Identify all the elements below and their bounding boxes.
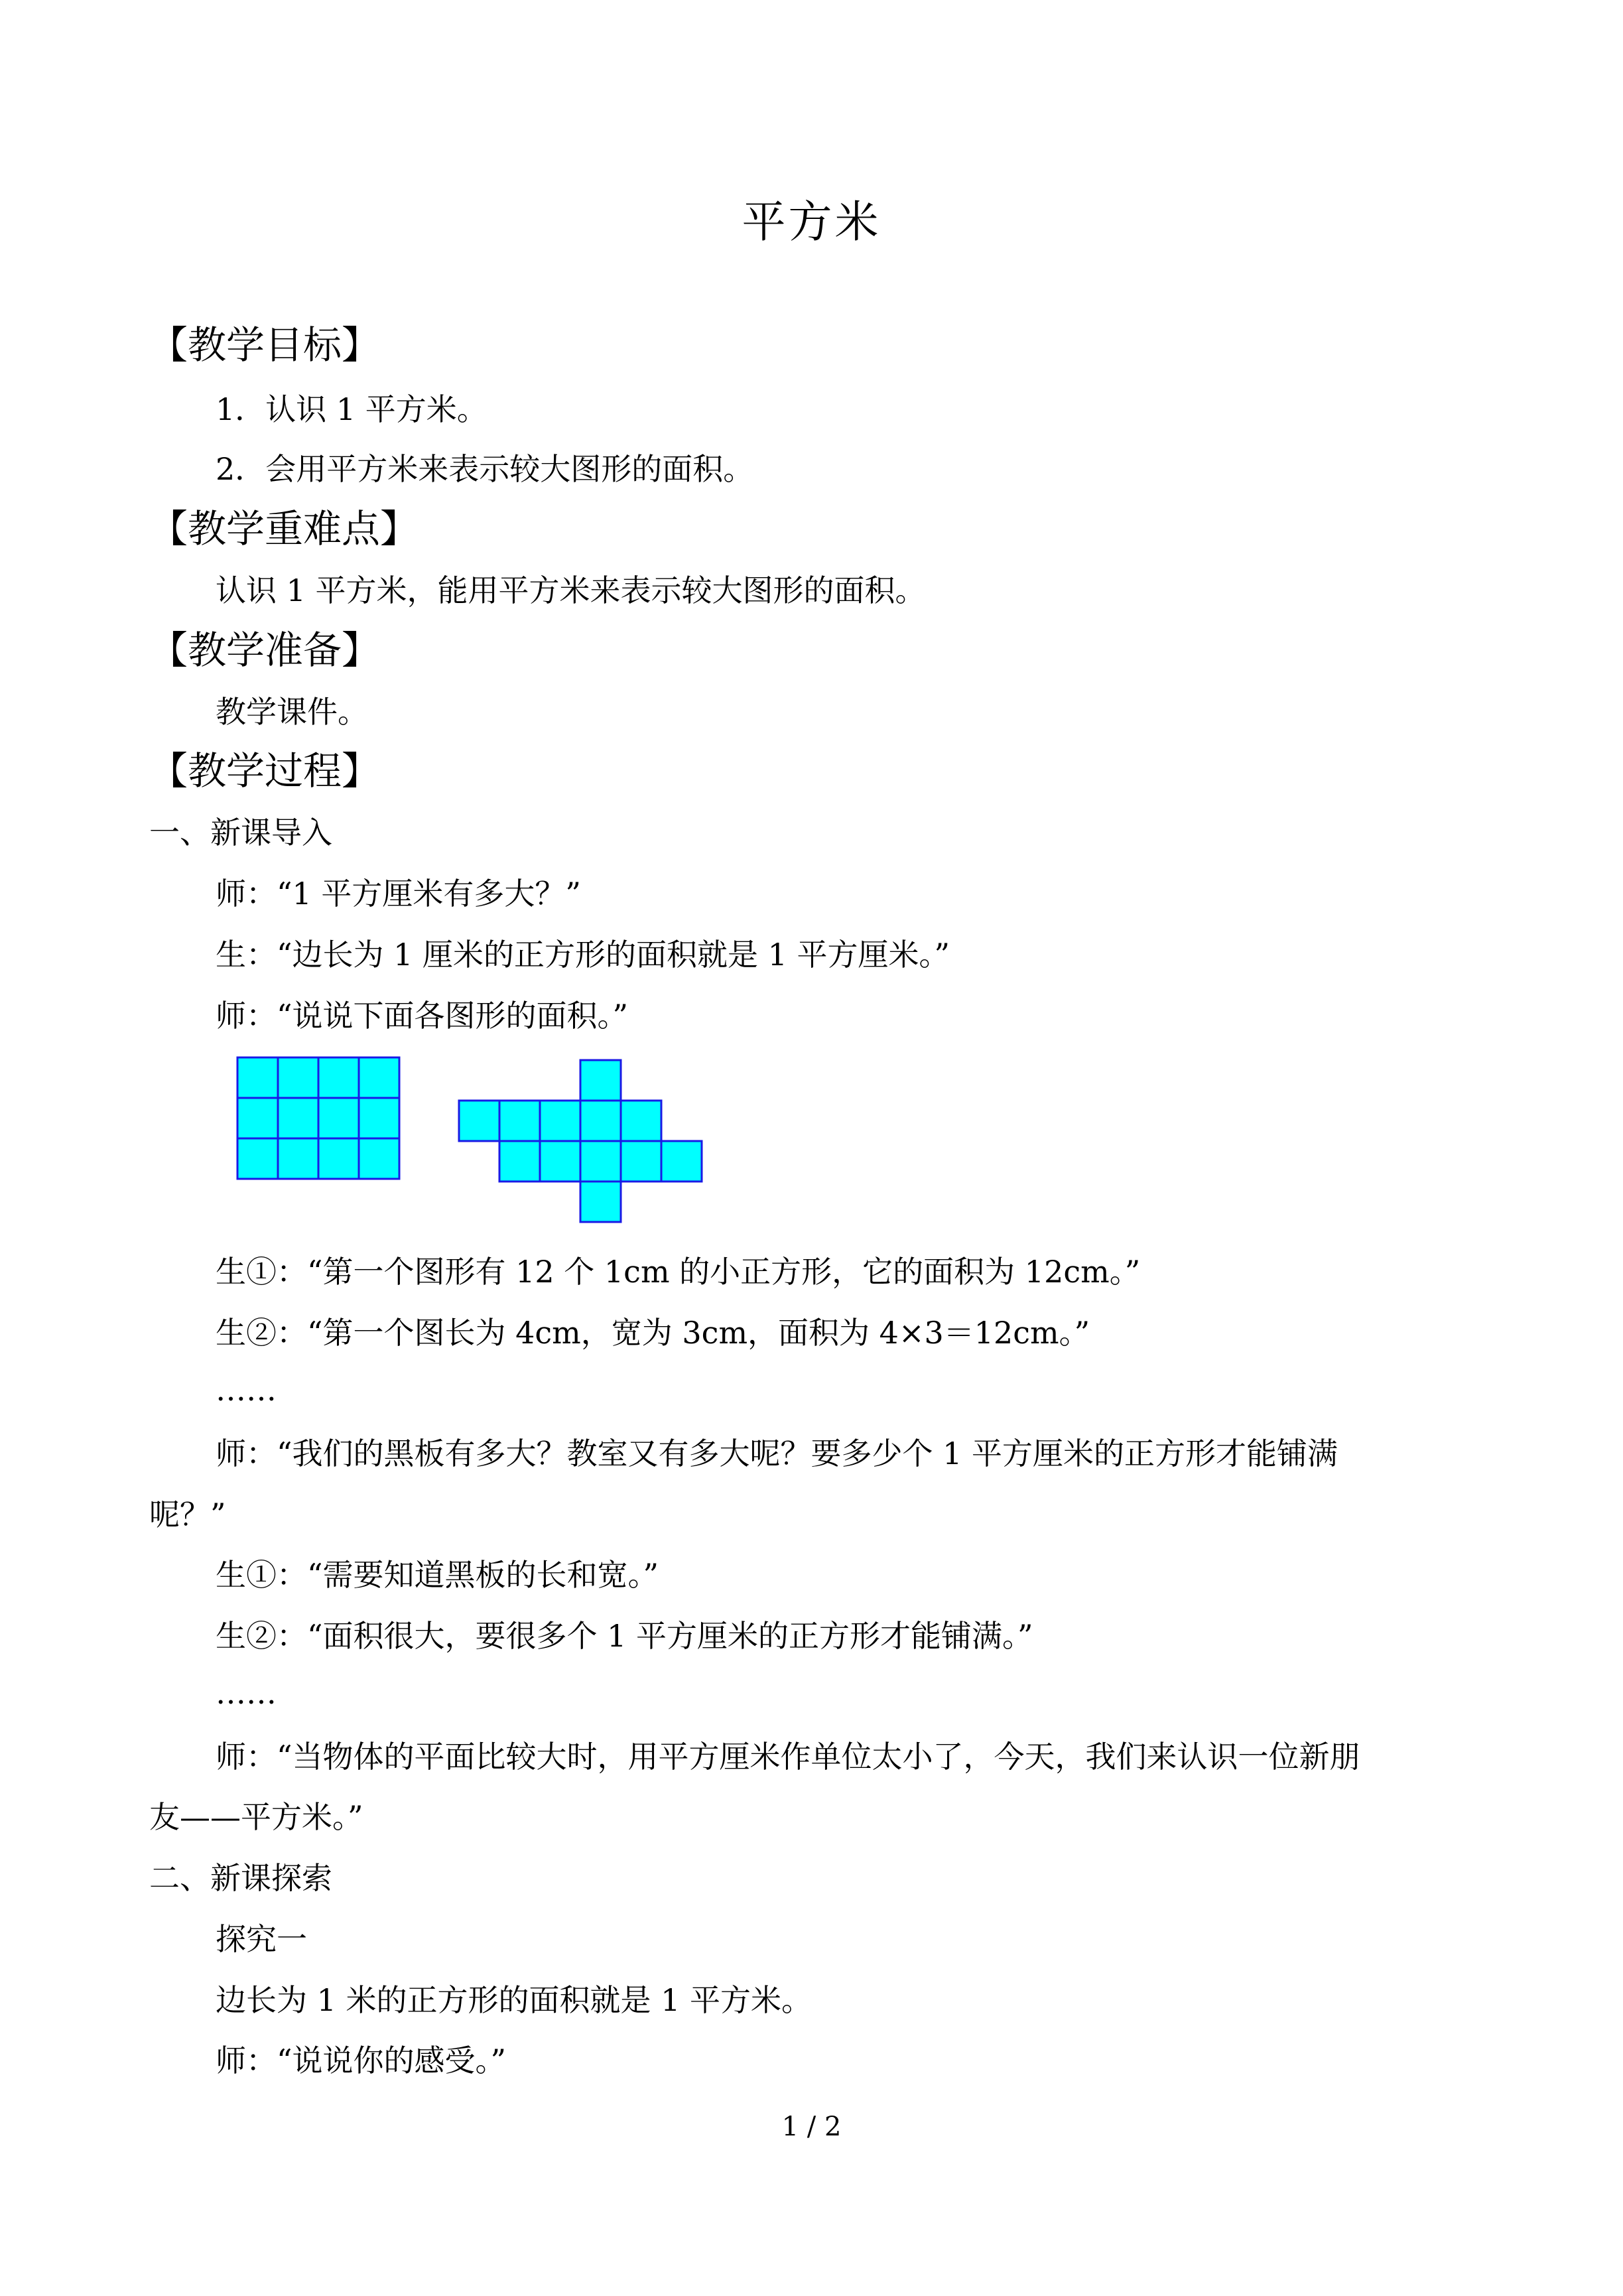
goal-item-1: 1．认识 1 平方米。 <box>216 391 487 427</box>
unit-square <box>318 1138 359 1179</box>
unit-square <box>540 1101 580 1141</box>
unit-square <box>540 1141 580 1182</box>
unit-square <box>318 1098 359 1138</box>
goal-item-2: 2．会用平方米来表示较大图形的面积。 <box>216 451 754 487</box>
unit-square <box>580 1101 621 1141</box>
unit-square <box>621 1141 661 1182</box>
unit-square <box>237 1057 278 1098</box>
area-grid-figure <box>226 1048 730 1234</box>
key-points-text: 认识 1 平方米，能用平方米来表示较大图形的面积。 <box>216 573 926 608</box>
section-heading-process: 【教学过程】 <box>149 748 381 793</box>
unit-square <box>459 1101 499 1141</box>
dialogue-line: 师：“说说你的感受。” <box>216 2043 507 2078</box>
definition-line: 边长为 1 米的正方形的面积就是 1 平方米。 <box>216 1982 812 2018</box>
ellipsis: …… <box>216 1675 277 1711</box>
unit-square <box>359 1098 399 1138</box>
dialogue-line: 生①：“需要知道黑板的长和宽。” <box>216 1557 659 1593</box>
unit-square <box>580 1060 621 1101</box>
section-heading-goals: 【教学目标】 <box>149 322 381 368</box>
section-heading-key-points: 【教学重难点】 <box>149 506 419 551</box>
dialogue-line-continued: 呢？” <box>149 1497 226 1532</box>
unit-square <box>359 1057 399 1098</box>
unit-square <box>318 1057 359 1098</box>
unit-square <box>580 1182 621 1222</box>
unit-square <box>621 1101 661 1141</box>
dialogue-line: 师：“当物体的平面比较大时，用平方厘米作单位太小了，今天，我们来认识一位新朋 <box>216 1739 1360 1775</box>
unit-square <box>661 1141 702 1182</box>
unit-square <box>580 1141 621 1182</box>
dialogue-line: 师：“1 平方厘米有多大？” <box>216 876 581 912</box>
page-title: 平方米 <box>742 196 881 247</box>
exploration-label: 探究一 <box>216 1921 307 1957</box>
cross-grid-shape <box>459 1060 702 1222</box>
unit-square <box>237 1138 278 1179</box>
rectangle-grid-shape <box>237 1057 399 1179</box>
dialogue-line: 生②：“面积很大，要很多个 1 平方厘米的正方形才能铺满。” <box>216 1618 1033 1654</box>
dialogue-line: 师：“说说下面各图形的面积。” <box>216 998 629 1034</box>
unit-square <box>278 1057 318 1098</box>
part1-heading: 一、新课导入 <box>149 815 332 850</box>
dialogue-line: 生：“边长为 1 厘米的正方形的面积就是 1 平方厘米。” <box>216 937 950 973</box>
unit-square <box>237 1098 278 1138</box>
unit-square <box>278 1098 318 1138</box>
page-number: 1 / 2 <box>781 2112 842 2142</box>
part2-heading: 二、新课探索 <box>149 1860 332 1896</box>
unit-square <box>278 1138 318 1179</box>
dialogue-line: 生①：“第一个图形有 12 个 1cm 的小正方形，它的面积为 12cm。” <box>216 1254 1141 1290</box>
section-heading-preparation: 【教学准备】 <box>149 628 381 673</box>
dialogue-line: 师：“我们的黑板有多大？教室又有多大呢？要多少个 1 平方厘米的正方形才能铺满 <box>216 1436 1338 1471</box>
unit-square <box>499 1141 540 1182</box>
unit-square <box>359 1138 399 1179</box>
ellipsis: …… <box>216 1372 277 1408</box>
preparation-text: 教学课件。 <box>216 694 368 730</box>
unit-square <box>499 1101 540 1141</box>
dialogue-line: 生②：“第一个图长为 4cm，宽为 3cm，面积为 4×3＝12cm。” <box>216 1315 1090 1351</box>
dialogue-line-continued: 友——平方米。” <box>149 1799 363 1835</box>
